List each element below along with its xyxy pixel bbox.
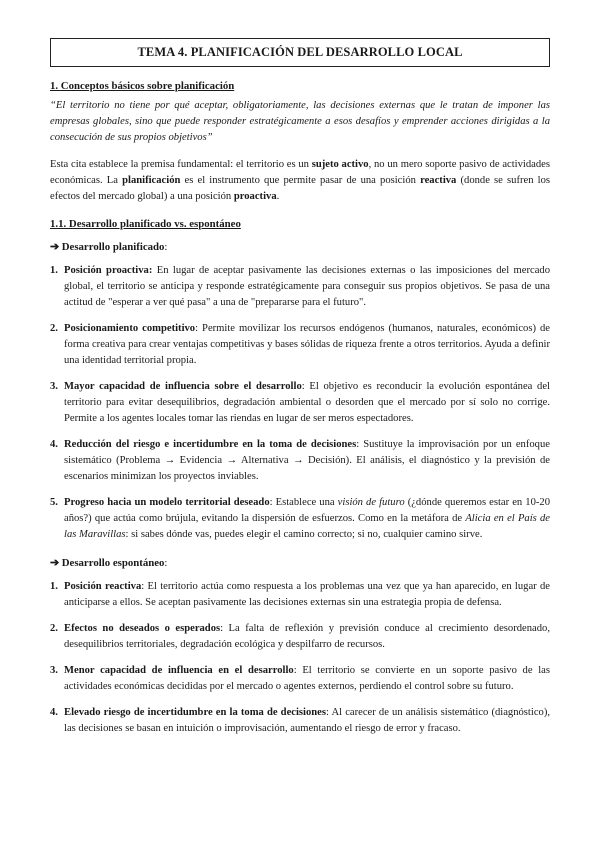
item-italic-1: visión de futuro (337, 497, 405, 508)
item-text: : La falta de reflexión y previsión conduce al crecimiento desordenado, desequilibrios territoriales, degradación ecológica y despilfarro de recursos. (64, 623, 550, 650)
item-lead: Efectos no deseados o esperados (64, 623, 221, 634)
item-number: 3. (50, 665, 58, 676)
item-lead: Menor capacidad de influencia en el desarrollo (64, 665, 294, 676)
item-text: : El territorio actúa como respuesta a los problemas una vez que ya han aparecido, en lugar de anticiparse a ellos. Se aceptan pasivamente las decisiones externas sin una estrategia propia de defensa. (64, 581, 550, 608)
spontaneous-heading-colon: : (164, 557, 168, 569)
item-text-1: : Establece una (269, 497, 338, 508)
intro-text-4: (donde se sufren los efectos del mercado global) a una posición (50, 175, 550, 202)
item-text: : El territorio se convierte en un soporte pasivo de las actividades económicas decididas por el mercado o agentes externos, perdiendo el control sobre su futuro. (64, 665, 550, 692)
item-text-3: : si sabes dónde vas, puedes elegir el camino correcto; si no, cualquier camino sirve. (125, 529, 483, 540)
item-text: En lugar de aceptar pasivamente las decisiones externas o las imposiciones del mercado global, el territorio se anticipa y responde estratégicamente para conseguir sus propios objetivos. Se pasa de una actitud de "esperar a ver qué pasa" a una de "prepararse para el futuro". (64, 265, 551, 308)
intro-bold-1: sujeto activo (311, 159, 369, 170)
list-item (50, 437, 550, 485)
spontaneous-heading (50, 556, 550, 569)
intro-text-5: . (276, 191, 280, 202)
item-text: : El objetivo es reconducir la evolución espontánea del territorio para evitar desequilibrios, degradación ambiental o desorden que el mercado por sí solo no corrige. Permite a los agentes locales tomar las riendas en lugar de ser meros espectadores. (64, 381, 550, 424)
item-text: : Permite movilizar los recursos endógenos (humanos, naturales, económicos) de forma creativa para crear ventajas competitivas y bases sólidas de riqueza frente a otros territorios. Ayuda a definir una identidad territorial propia. (64, 323, 550, 366)
document-title-box (50, 38, 550, 67)
item-number: 2. (50, 623, 58, 634)
item-lead: Posición proactiva: (64, 265, 153, 276)
list-item (50, 579, 550, 611)
item-number: 5. (50, 497, 58, 508)
document-title: TEMA 4. PLANIFICACIÓN DEL DESARROLLO LOCAL (137, 45, 463, 59)
section-1-heading: 1. Conceptos básicos sobre planificación (50, 80, 235, 92)
planned-list (50, 263, 550, 543)
item-number: 4. (50, 439, 58, 450)
list-item (50, 495, 550, 543)
spontaneous-heading-label: ➔ Desarrollo espontáneo (50, 557, 165, 569)
list-item (50, 621, 550, 653)
intro-text-3: es el instrumento que permite pasar de una posición (180, 175, 421, 186)
intro-paragraph (50, 157, 550, 205)
item-number: 1. (50, 265, 58, 276)
spontaneous-list (50, 579, 550, 737)
item-lead: Reducción del riesgo e incertidumbre en la toma de decisiones (64, 439, 357, 450)
list-item (50, 263, 550, 311)
list-item (50, 705, 550, 737)
document-page (50, 38, 550, 737)
item-text: : Al carecer de un análisis sistemático (diagnóstico), las decisiones se basan en intuición o improvisación, aumentando el riesgo de error y fracaso. (64, 707, 550, 734)
item-lead: Posicionamiento competitivo (64, 323, 196, 334)
item-number: 1. (50, 581, 58, 592)
list-item (50, 663, 550, 695)
item-number: 2. (50, 323, 58, 334)
intro-quote: “El territorio no tiene por qué aceptar, obligatoriamente, las decisiones externas que le tratan de imponer las empresas globales, sino que puede responder estratégicamente a esos desafíos y emprender acciones dirigidas a la consecución de sus propios objetivos” (50, 100, 550, 143)
item-number: 3. (50, 381, 58, 392)
list-item (50, 379, 550, 427)
item-lead: Posición reactiva (64, 581, 142, 592)
intro-bold-3: reactiva (420, 175, 457, 186)
planned-heading-label: ➔ Desarrollo planificado (50, 241, 165, 253)
item-text: : Sustituye la improvisación por un enfoque sistemático (Problema → Evidencia → Alternativa → Decisión). El análisis, el diagnóstico y la previsión de escenarios minimizan los proyectos inviables. (64, 439, 550, 482)
planned-heading (50, 240, 550, 253)
item-lead: Progreso hacia un modelo territorial deseado (64, 497, 270, 508)
intro-bold-2: planificación (122, 175, 181, 186)
item-italic-2: Alicia en el País de las Maravillas (64, 513, 550, 540)
item-text-2: (¿dónde queremos estar en 10-20 años?) que actúa como brújula, evitando la dispersión de esfuerzos. Como en la metáfora de (64, 497, 550, 524)
section-1-1-heading: 1.1. Desarrollo planificado vs. espontáneo (50, 218, 241, 230)
intro-bold-4: proactiva (233, 191, 277, 202)
intro-text-2: , no un mero soporte pasivo de actividades económicas. La (50, 159, 550, 186)
intro-text-1: Esta cita establece la premisa fundamental: el territorio es un (50, 159, 312, 170)
planned-heading-colon: : (164, 241, 168, 253)
item-number: 4. (50, 707, 58, 718)
item-lead: Mayor capacidad de influencia sobre el desarrollo (64, 381, 302, 392)
item-lead: Elevado riesgo de incertidumbre en la toma de decisiones (64, 707, 326, 718)
list-item (50, 321, 550, 369)
